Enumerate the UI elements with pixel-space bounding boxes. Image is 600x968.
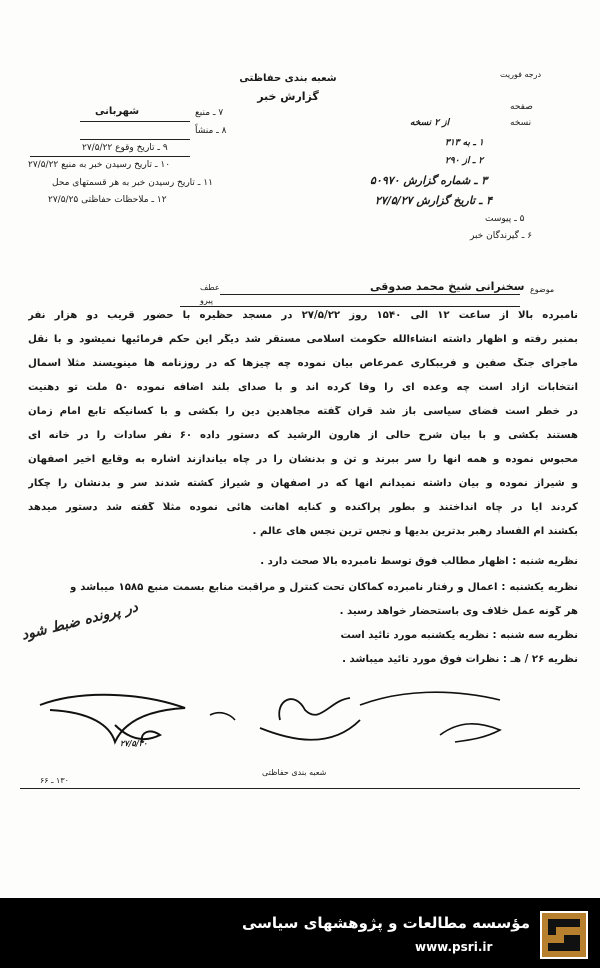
side-note-followup: پیرو — [200, 296, 213, 305]
handwritten-note: در پرونده ضبط شود — [20, 599, 140, 644]
report-title: گزارش خبر — [257, 90, 319, 103]
body-line: بمنبر رفته و اظهار داشته انشاءالله حکومت اسلامی مستقر شد دیگر این حکم فرمائیها نمیشود و با نقل — [28, 334, 578, 345]
body-line: و شیراز نموده و بیان داشته نمیدانم آنها که در اصفهان و شیراز کشته شدند سر و بدنشان را چکار — [28, 478, 578, 489]
copy-label: نسخه — [510, 118, 532, 128]
field-source: ۷ ـ منبع — [195, 108, 224, 118]
field-event-date: ۹ ـ تاریخ وقوع ۲۷/۵/۲۲ — [82, 143, 168, 153]
institute-logo — [540, 911, 588, 959]
city-value: شهربانی — [95, 106, 140, 117]
institute-url[interactable]: www.psri.ir — [415, 940, 493, 954]
body-line: هستند بکشی و با بیان شرح حالی از هارون الرشید که دستور داده ۶۰ نفر سادات را در خانه ای — [28, 430, 578, 441]
signature-date: ۲۷/۵/۳۰ — [120, 738, 148, 748]
comment-26: نظریه ۲۶ / هـ : نظرات فوق مورد تائید میباشد . — [342, 654, 578, 665]
field-to: ۱ ـ به ۳۱۳ — [445, 138, 484, 148]
field-report-date: ۴ ـ تاریخ گزارش ۲۷/۵/۲۷ — [375, 194, 493, 207]
form-number: ۱۳۰ ـ ۶۶ — [40, 776, 69, 785]
body-line: ماجرای جنگ صفین و فریبکاری عمرعاص بیان نموده چه چیزها که در روزنامه ها مینویسند مثلاً اسمال — [28, 358, 578, 369]
body-line: در خطر است فضای سیاسی باز شد قرآن گفته مجاهدین دین را بکشی و با کسانیکه تابع امام زمان — [28, 406, 578, 417]
subject-label: موضوع — [530, 285, 555, 294]
field-receipt-date: ۱۰ ـ تاریخ رسیدن خبر به منبع ۲۷/۵/۲۲ — [28, 160, 171, 170]
body-line: بکشند ام الفساد رهبر بدترین بدیها و نجس ترین نجس های عالم . — [252, 526, 578, 537]
page-label: صفحه — [510, 102, 533, 112]
body-line: کردند آیا در چاه انداختند و بطور پراکنده و کنایه اهانت هائی نموده مثلاً گفته شد دستور میدهد — [28, 502, 578, 513]
comment-tuesday: نظریه سه شنبه : نظریه یکشنبه مورد تائید است — [340, 630, 578, 641]
field-report-number: ۳ ـ شماره گزارش ۵۰۹۷۰ — [370, 174, 488, 187]
signature-scribble-3 — [210, 692, 500, 742]
body-line: نامبرده بالا از ساعت ۱۲ الی ۱۵۴۰ روز ۲۷/۵/۲۲ در مسجد حظیره با حضور قریب دو هزار نفر — [28, 310, 578, 321]
field-security-notes: ۱۲ ـ ملاحظات حفاظتی ۲۷/۵/۲۵ — [48, 195, 167, 205]
body-line: محبوس نموده و همه آنها را سر ببرند و تن و بدنشان را در چاه بیاندازند اشاره به وقایع اخیر اصفهان — [28, 454, 578, 465]
copies-count: از ۲ نسخه — [410, 118, 450, 128]
signature-scribble-1 — [40, 695, 185, 742]
body-line: انتخابات آزاد است چه وعده ای را وفا کرده اند و با صدای بلند اضافه نموده ۵۰ ملت تو دهنیت — [28, 382, 578, 393]
field-origin: ۸ ـ منشاً — [195, 126, 227, 136]
signature-scribble-2 — [260, 698, 360, 740]
field-from: ۲ ـ از ۲۹۰ — [445, 156, 484, 166]
comment-sunday: نظریه یکشنبه : اعمال و رفتار نامبرده کماکان تحت کنترل و مراقبت منابع بسمت منبع ۱۵۸۵ میباشد و — [70, 582, 578, 593]
sheet-unit: شعبه بندی حفاظتی — [239, 73, 337, 84]
field-dept-date: ۱۱ ـ تاریخ رسیدن خبر به هر قسمتهای محل — [52, 178, 213, 188]
side-note-ref: عطف — [200, 283, 220, 292]
footer-bar — [0, 898, 600, 968]
field-attachment: ۵ ـ پیوست — [485, 214, 525, 224]
field-recipients: ۶ ـ گیرندگان خبر — [470, 231, 533, 241]
priority-label: درجه فوریت — [500, 70, 542, 79]
institute-name: مؤسسه مطالعات و پژوهشهای سیاسی — [241, 914, 530, 932]
comment-sunday-cont: هر گونه عمل خلاف وی باستحضار خواهد رسید . — [339, 606, 578, 617]
bottom-unit: شعبه بندی حفاظتی — [262, 768, 327, 777]
comment-saturday: نظریه شنبه : اظهار مطالب فوق توسط نامبرده بالا صحت دارد . — [260, 556, 578, 567]
subject-text: سخنرانی شیخ محمد صدوقی — [370, 280, 525, 293]
